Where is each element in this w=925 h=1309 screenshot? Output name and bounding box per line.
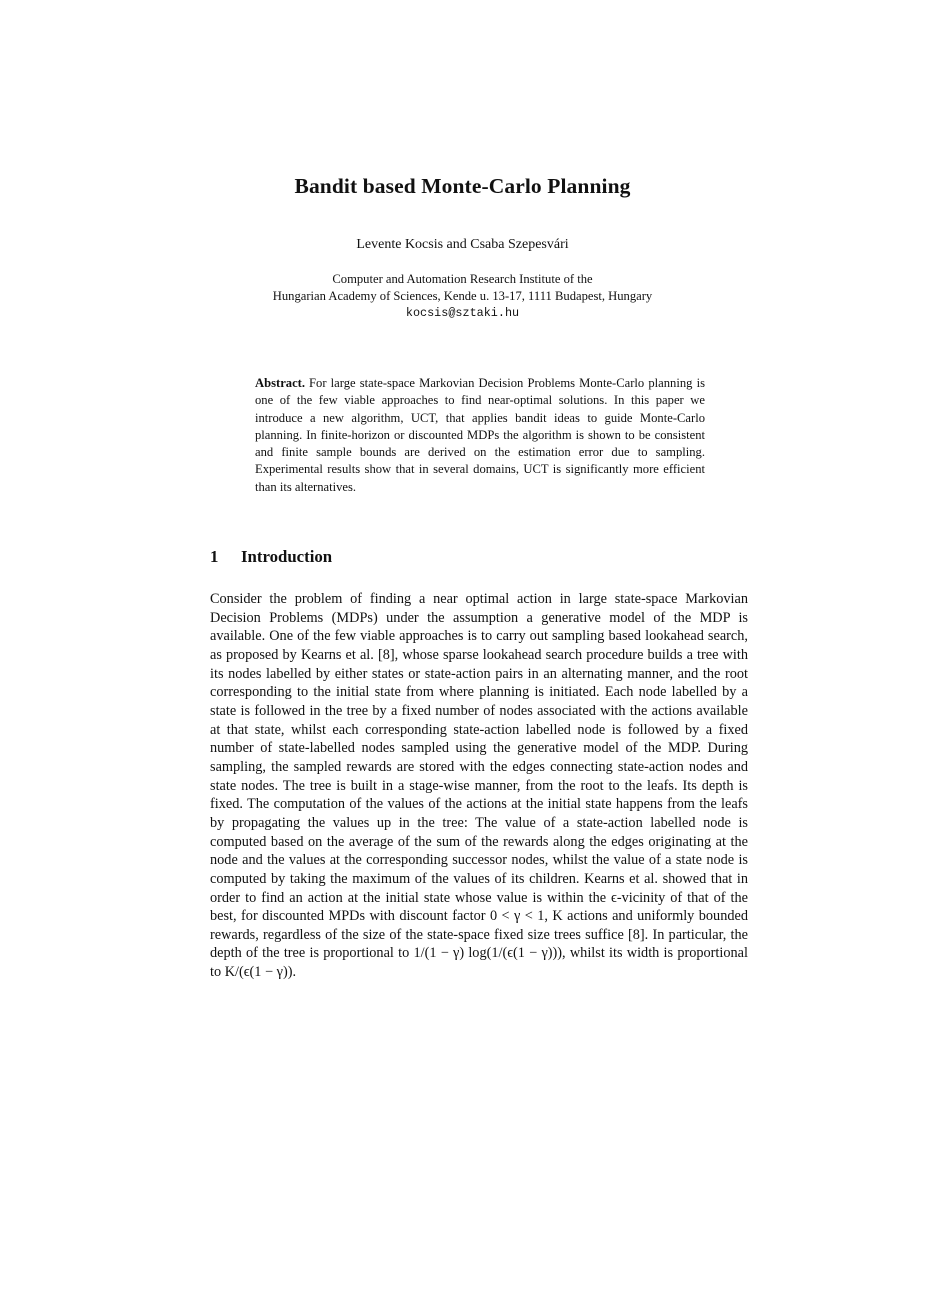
abstract-block [255,375,705,496]
affiliation-line-2: Hungarian Academy of Sciences, Kende u. 13-17, 1111 Budapest, Hungary [272,289,653,303]
affiliation-line-1: Computer and Automation Research Institute of the [332,272,593,286]
affiliation-block [0,271,925,322]
abstract-text: For large state-space Markovian Decision Problems Monte-Carlo planning is one of the few viable approaches to find near-optimal solutions. In this paper we introduce a new algorithm, UCT, that applies bandit ideas to guide Monte-Carlo planning. In finite-horizon or discounted MDPs the algorithm is shown to be consistent and finite sample bounds are derived on the estimation error due to sampling. Experimental results show that in several domains, UCT is significantly more efficient than its alternatives. [255,376,705,494]
introduction-body [210,590,748,982]
paper-title: Bandit based Monte-Carlo Planning [294,174,631,198]
paper-authors: Levente Kocsis and Csaba Szepesvári [356,237,569,252]
introduction-paragraph: Consider the problem of finding a near optimal action in large state-space Markovian Decision Problems (MDPs) under the assumption a generative model of the MDP is available. One of the few viable approaches is to carry out sampling based lookahead search, as proposed by Kearns et al. [8], whose sparse lookahead search procedure builds a tree with its nodes labelled by either states or state-action pairs in an alternating manner, and the root corresponding to the initial state from where planning is initiated. Each node labelled by a state is followed in the tree by a fixed number of nodes associated with the actions available at that state, whilst each corresponding state-action labelled node is followed by a fixed number of state-labelled nodes sampled using the generative model of the MDP. During sampling, the sampled rewards are stored with the edges connecting state-action nodes and state nodes. The tree is built in a stage-wise manner, from the root to the leafs. Its depth is fixed. The computation of the values of the actions at the initial state happens from the leafs by propagating the values up in the tree: The value of a state-action labelled node is computed based on the average of the sum of the rewards along the edges originating at the node and the values at the corresponding successor nodes, whilst the value of a state node is computed by taking the maximum of the values of its children. Kearns et al. showed that in order to find an action at the initial state whose value is within the ϵ-vicinity of that of the best, for discounted MPDs with discount factor 0 < γ < 1, K actions and uniformly bounded rewards, regardless of the size of the state-space fixed size trees suffice [8]. In particular, the depth of the tree is proportional to 1/(1 − γ) log(1/(ϵ(1 − γ))), whilst its width is proportional to K/(ϵ(1 − γ)). [210,591,748,981]
abstract-label: Abstract. [255,376,306,390]
section-number: 1 [210,547,219,566]
section-heading-introduction [210,547,332,567]
author-email: kocsis@sztaki.hu [405,306,520,320]
section-title: Introduction [241,547,333,566]
